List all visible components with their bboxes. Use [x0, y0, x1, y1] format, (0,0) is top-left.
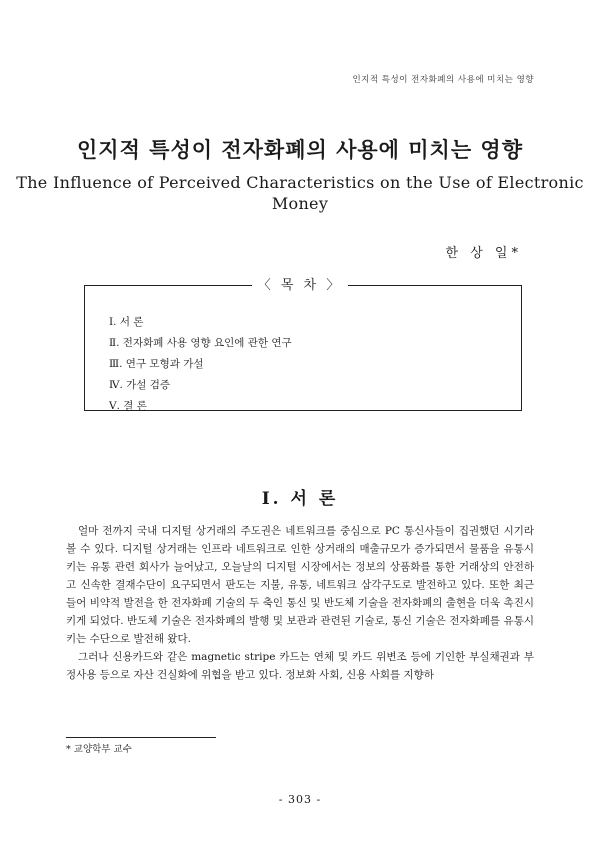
body-paragraph: 얼마 전까지 국내 디지털 상거래의 주도권은 네트워크를 중심으로 PC 통신사들이 집권했던 시기라 볼 수 있다. 디지털 상거래는 인프라 네트워크로 인한 상거래의 매출규모가 증가되면서 물품을 유통시키는 유통 관련 회사가 늘어났고, 오늘날의 디지털 시장에서는 정보의 상품화를 통한 거래상의 안전하고 신속한 결재수단이 요구되면서 판도는 지불, 유통, 네트워크 삼각구도로 발전하고 있다. 또한 최근 들어 비약적 발전을 한 전자화폐 기술의 두 축인 통신 및 반도체 기술을 전자화폐의 출현을 더욱 촉진시키게 되었다. 반도체 기술은 전자화폐의 발행 및 보관과 관련된 기술로, 통신 기술은 전자화폐를 유통시키는 수단으로 발전해 왔다. — [66, 525, 534, 645]
page-number: - 303 - — [278, 793, 322, 806]
toc-item: Ⅱ. 전자화폐 사용 영향 요인에 관한 연구 — [109, 337, 292, 349]
toc-item: Ⅴ. 결 론 — [109, 400, 147, 412]
footnote: * 교양학부 교수 — [66, 744, 132, 755]
toc-list — [109, 312, 292, 417]
body-paragraph: 그러나 신용카드와 같은 magnetic stripe 카드는 연체 및 카드 위변조 등에 기인한 부실채권과 부정사용 등으로 자산 건실화에 위협을 받고 있다. 정보화 사회, 신용 사회를 지향하 — [66, 651, 534, 681]
section-heading: Ⅰ. 서 론 — [261, 489, 339, 509]
body-text — [66, 522, 534, 684]
footnote-divider — [66, 737, 216, 738]
paper-title-english: The Influence of Perceived Characteristics on the Use of Electronic Money — [16, 173, 584, 213]
toc-item: Ⅰ. 서 론 — [109, 316, 144, 328]
paper-title-korean: 인지적 특성이 전자화폐의 사용에 미치는 영향 — [77, 137, 523, 162]
toc-label-text: 〈 목 차 〉 — [252, 278, 349, 293]
author-name: 한 상 일* — [445, 246, 522, 261]
toc-label — [0, 274, 600, 293]
toc-item: Ⅳ. 가설 검증 — [109, 379, 171, 391]
toc-item: Ⅲ. 연구 모형과 가설 — [109, 358, 204, 370]
running-head: 인지적 특성이 전자화폐의 사용에 미치는 영향 — [352, 75, 534, 85]
